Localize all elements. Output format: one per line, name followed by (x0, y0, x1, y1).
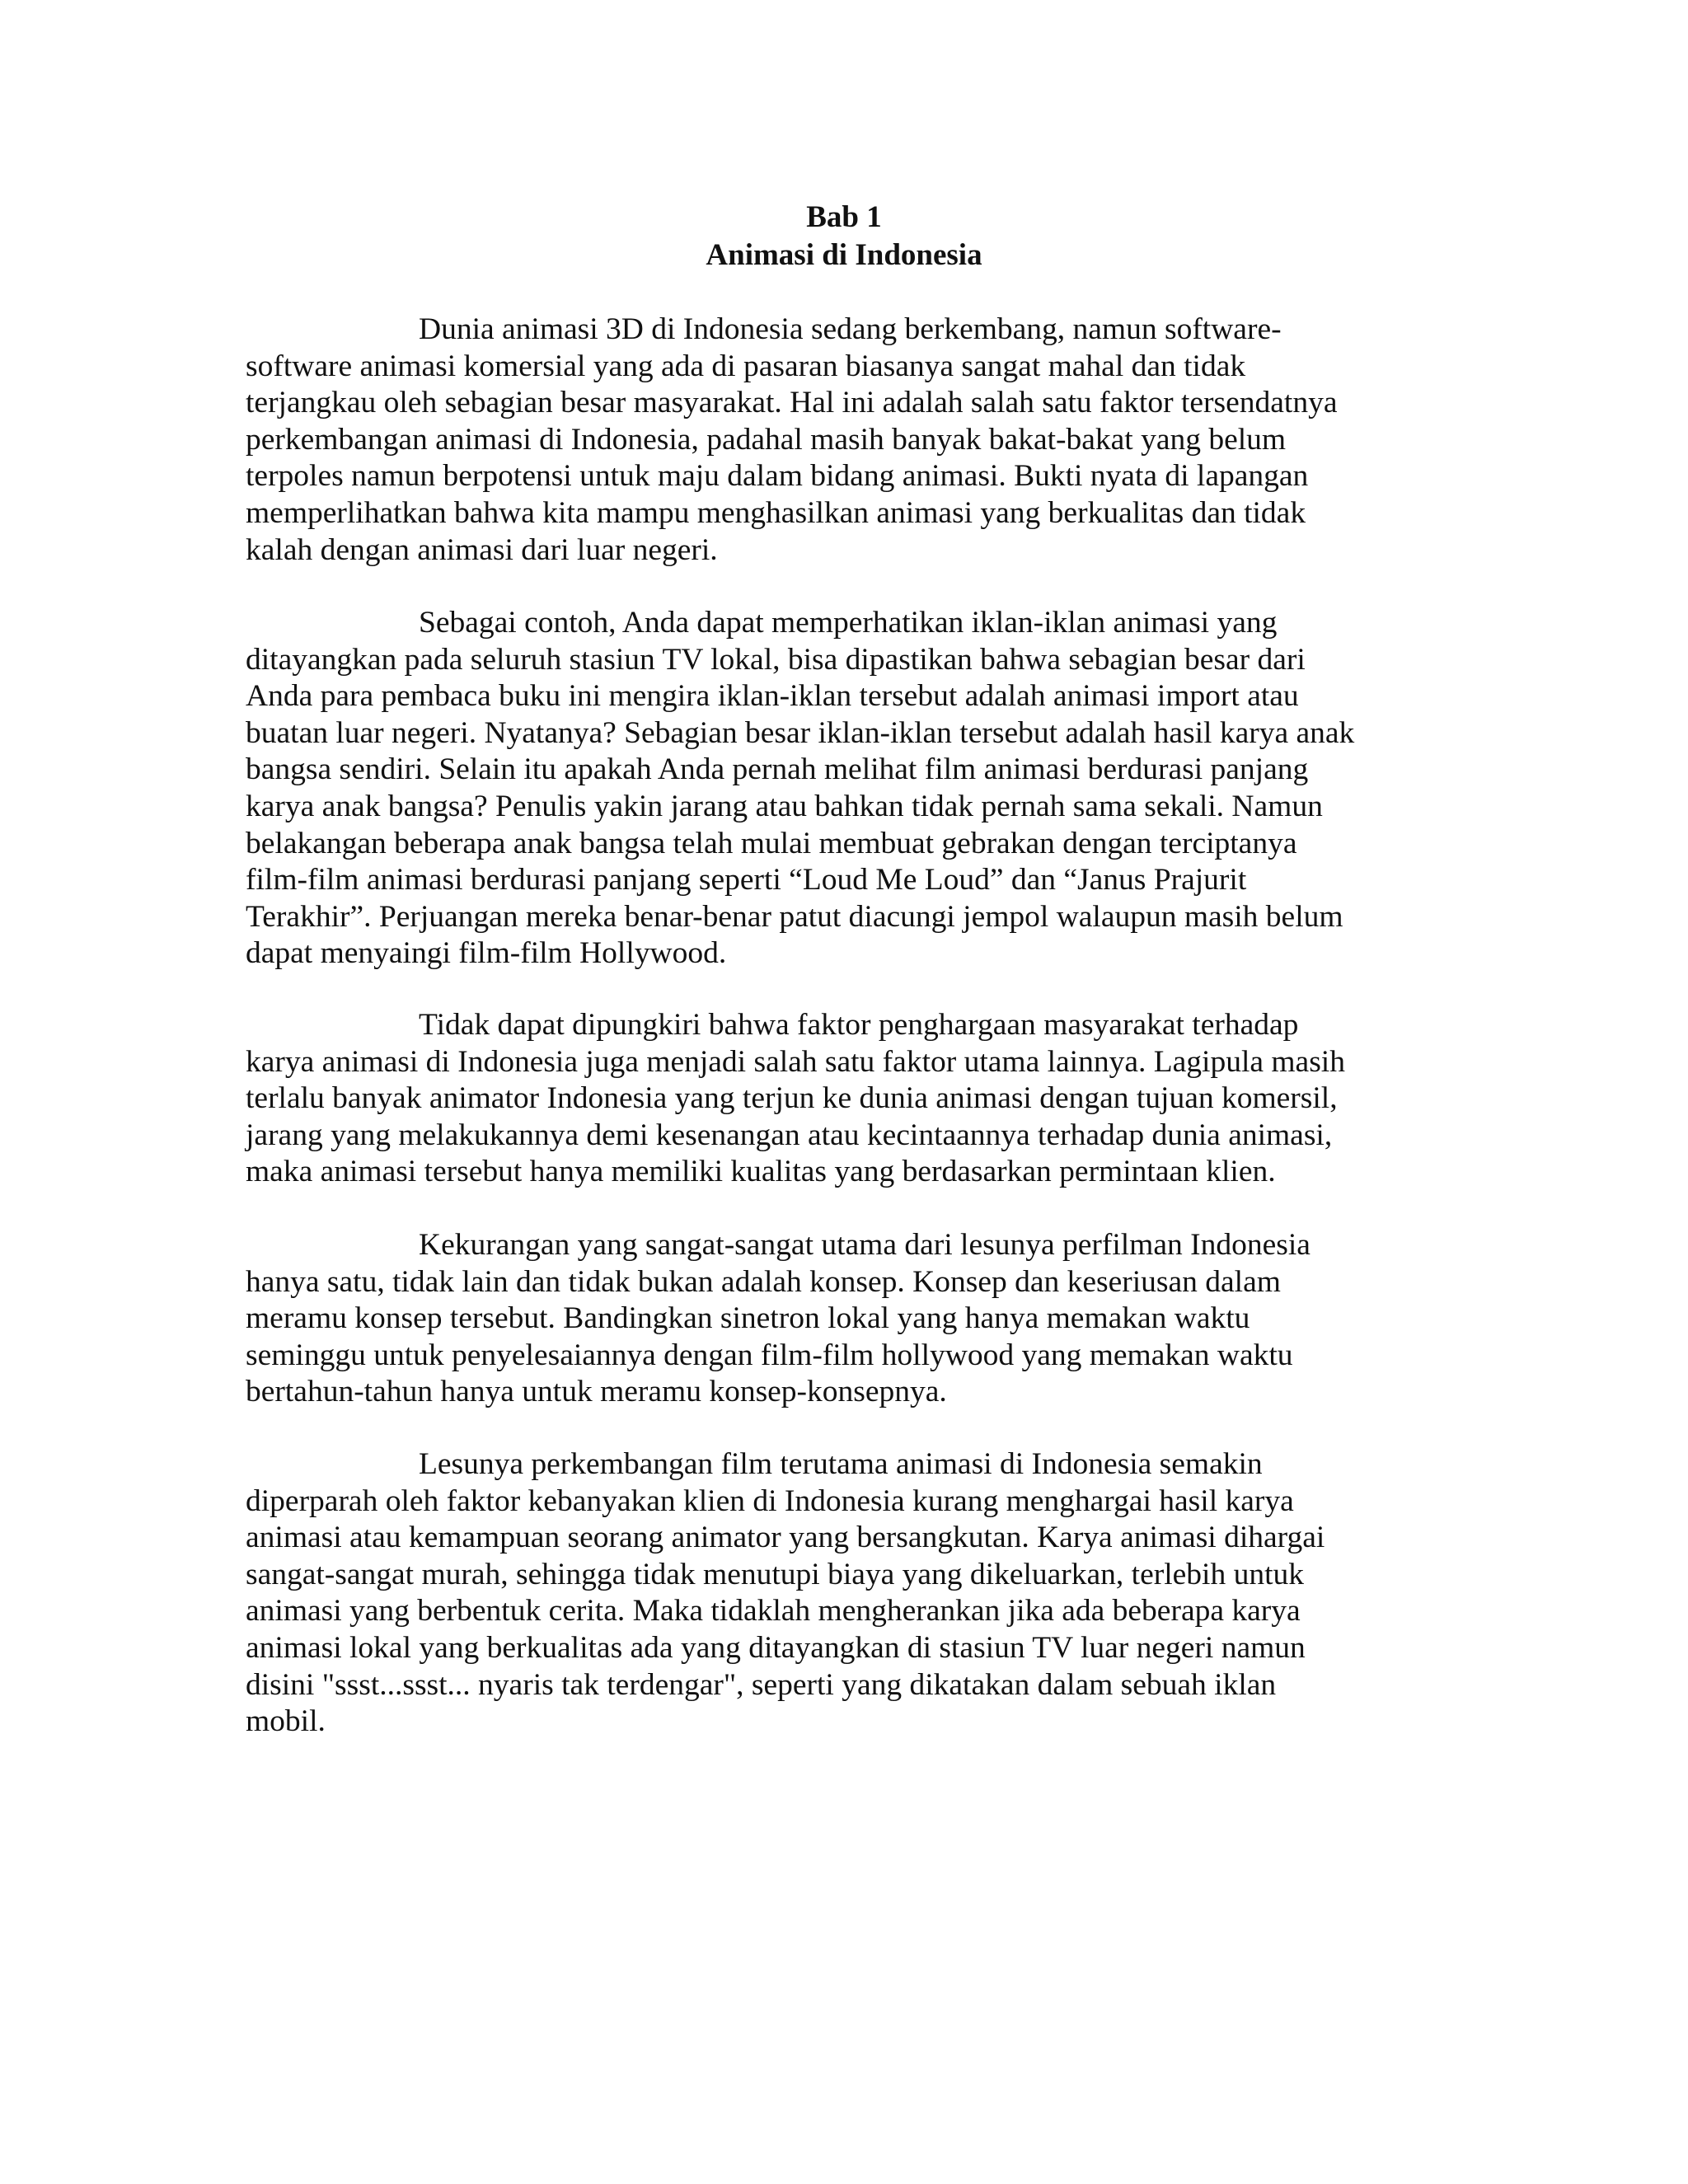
paragraph-line: Anda para pembaca buku ini mengira iklan-iklan tersebut adalah animasi import atau (246, 679, 1299, 714)
chapter-title: Animasi di Indonesia (706, 238, 982, 272)
paragraph-line: karya animasi di Indonesia juga menjadi salah satu faktor utama lainnya. Lagipula masih (246, 1044, 1345, 1079)
paragraph-line: bangsa sendiri. Selain itu apakah Anda pernah melihat film animasi berdurasi panjang (246, 752, 1309, 787)
paragraph-line: meramu konsep tersebut. Bandingkan sinetron lokal yang hanya memakan waktu (246, 1301, 1250, 1336)
paragraph-line: belakangan beberapa anak bangsa telah mulai membuat gebrakan dengan terciptanya (246, 826, 1297, 860)
paragraph-line: kalah dengan animasi dari luar negeri. (246, 532, 718, 567)
paragraph-4 (246, 1227, 1449, 1411)
paragraph-line: bertahun-tahun hanya untuk meramu konsep-konsepnya. (246, 1375, 947, 1409)
paragraph-line: dapat menyaingi film-film Hollywood. (246, 936, 727, 971)
paragraph-line: Lesunya perkembangan film terutama animasi di Indonesia semakin (419, 1447, 1263, 1481)
paragraph-line: animasi yang berbentuk cerita. Maka tidaklah mengherankan jika ada beberapa karya (246, 1594, 1301, 1629)
paragraph-line: Dunia animasi 3D di Indonesia sedang berkembang, namun software- (419, 312, 1282, 346)
paragraph-line: sangat-sangat murah, sehingga tidak menutupi biaya yang dikeluarkan, terlebih untuk (246, 1557, 1305, 1591)
paragraph-line: Terakhir”. Perjuangan mereka benar-benar patut diacungi jempol walaupun masih belum (246, 899, 1343, 934)
paragraph-line: jarang yang melakukannya demi kesenangan atau kecintaannya terhadap dunia animasi, (246, 1118, 1333, 1152)
paragraph-line: software animasi komersial yang ada di pasaran biasanya sangat mahal dan tidak (246, 349, 1246, 383)
paragraph-line: karya anak bangsa? Penulis yakin jarang atau bahkan tidak pernah sama sekali. Namun (246, 789, 1323, 823)
paragraph-3 (246, 1007, 1449, 1191)
paragraph-line: terlalu banyak animator Indonesia yang terjun ke dunia animasi dengan tujuan komersil, (246, 1081, 1338, 1116)
paragraph-line: animasi atau kemampuan seorang animator yang bersangkutan. Karya animasi dihargai (246, 1521, 1325, 1555)
paragraph-1 (246, 312, 1449, 569)
paragraph-line: mobil. (246, 1704, 326, 1739)
paragraph-line: perkembangan animasi di Indonesia, padahal masih banyak bakat-bakat yang belum (246, 422, 1287, 457)
paragraph-line: memperlihatkan bahwa kita mampu menghasilkan animasi yang berkualitas dan tidak (246, 495, 1306, 530)
paragraph-line: animasi lokal yang berkualitas ada yang ditayangkan di stasiun TV luar negeri namun (246, 1630, 1306, 1665)
paragraph-line: seminggu untuk penyelesaiannya dengan film-film hollywood yang memakan waktu (246, 1338, 1293, 1372)
paragraph-line: Kekurangan yang sangat-sangat utama dari lesunya perfilman Indonesia (419, 1228, 1311, 1262)
paragraph-line: disini "ssst...ssst... nyaris tak terdengar", seperti yang dikatakan dalam sebuah iklan (246, 1667, 1277, 1702)
paragraph-line: diperparah oleh faktor kebanyakan klien di Indonesia kurang menghargai hasil karya (246, 1483, 1294, 1518)
paragraph-line: buatan luar negeri. Nyatanya? Sebagian besar iklan-iklan tersebut adalah hasil karya anak (246, 715, 1355, 750)
paragraph-line: hanya satu, tidak lain dan tidak bukan adalah konsep. Konsep dan keseriusan dalam (246, 1264, 1281, 1299)
paragraph-line: ditayangkan pada seluruh stasiun TV lokal, bisa dipastikan bahwa sebagian besar dari (246, 642, 1306, 677)
paragraph-line: maka animasi tersebut hanya memiliki kualitas yang berdasarkan permintaan klien. (246, 1155, 1276, 1189)
paragraph-line: terjangkau oleh sebagian besar masyarakat. Hal ini adalah salah satu faktor tersendatnya (246, 386, 1338, 420)
chapter-label: Bab 1 (806, 200, 882, 234)
paragraph-5 (246, 1446, 1449, 1741)
paragraph-line: terpoles namun berpotensi untuk maju dalam bidang animasi. Bukti nyata di lapangan (246, 459, 1309, 494)
paragraph-line: film-film animasi berdurasi panjang seperti “Loud Me Loud” dan “Janus Prajurit (246, 863, 1247, 898)
paragraph-line: Sebagai contoh, Anda dapat memperhatikan iklan-iklan animasi yang (419, 606, 1278, 640)
paragraph-line: Tidak dapat dipungkiri bahwa faktor penghargaan masyarakat terhadap (419, 1008, 1299, 1042)
paragraph-2 (246, 605, 1449, 972)
